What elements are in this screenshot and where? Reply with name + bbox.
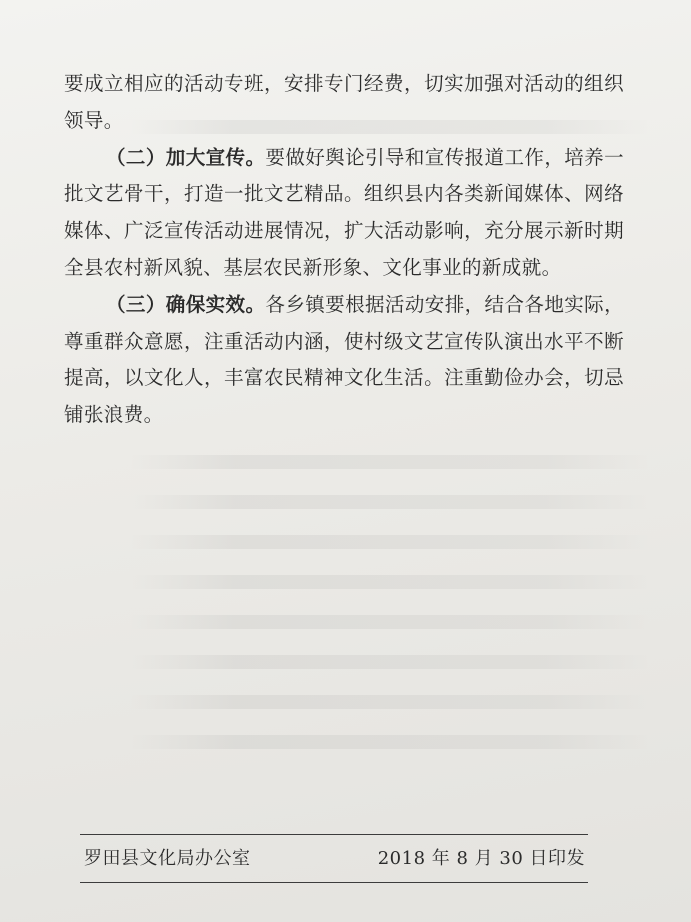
footer-bottom-rule (80, 882, 588, 883)
show-through-mark (130, 655, 650, 669)
footer-date: 2018 年 8 月 30 日印发 (377, 848, 585, 869)
show-through-mark (130, 575, 650, 589)
body-text (64, 66, 624, 434)
paragraph-continuation (64, 66, 624, 140)
paragraph-effectiveness (64, 287, 624, 434)
show-through-mark (130, 495, 650, 509)
show-through-mark (130, 535, 650, 549)
section-heading: （三）确保实效。 (106, 292, 266, 316)
footer-top-rule (80, 834, 588, 835)
show-through-mark (130, 455, 650, 469)
show-through-mark (130, 695, 650, 709)
paragraph-text: 要做好舆论引导和宣传报道工作，培养一批文艺骨干，打造一批文艺精品。组织县内各类新闻媒体、网络媒体、广泛宣传活动进展情况，扩大活动影响，充分展示新时期全县农村新风貌、基层农民新形象、文化事业的新成就。 (64, 145, 624, 279)
paragraph-text: 各乡镇要根据活动安排，结合各地实际，尊重群众意愿，注重活动内涵，使村级文艺宣传队演出水平不断提高，以文化人，丰富农民精神文化生活。注重勤俭办会，切忌铺张浪费。 (64, 292, 624, 427)
show-through-mark (130, 615, 650, 629)
section-heading: （二）加大宣传。 (106, 145, 266, 169)
footer-issuer: 罗田县文化局办公室 (84, 848, 251, 869)
show-through-mark (130, 735, 650, 749)
paragraph-text: 要成立相应的活动专班，安排专门经费，切实加强对活动的组织领导。 (64, 72, 624, 132)
paragraph-publicity (64, 140, 624, 287)
